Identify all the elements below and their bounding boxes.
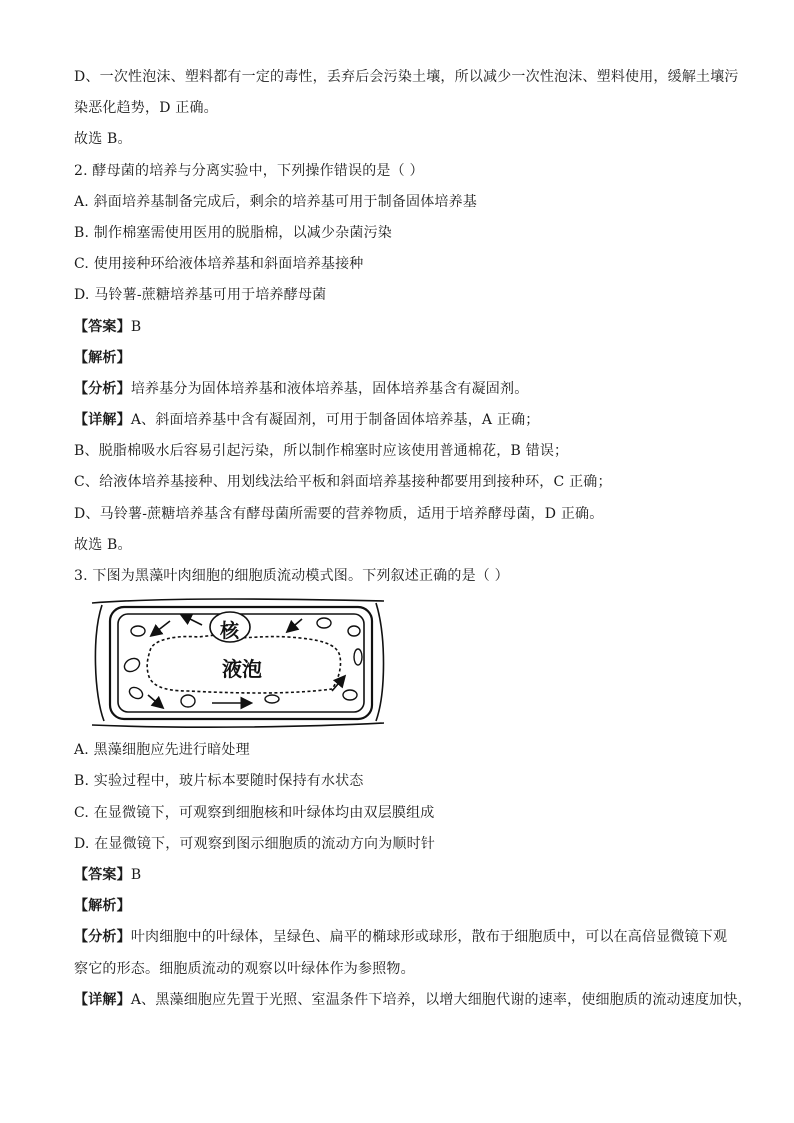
analysis-tag: 【解析】 (74, 898, 131, 915)
q2-option-a: A. 斜面培养基制备完成后，剩余的培养基可用于制备固体培养基 (74, 193, 478, 210)
flow-arrow (288, 619, 302, 631)
q3-option-b: B. 实验过程中，玻片标本要随时保持有水状态 (74, 773, 364, 790)
q2-answer (74, 312, 734, 343)
detail-text: A、斜面培养基中含有凝固剂，可用于制备固体培养基，A 正确； (130, 412, 540, 429)
q3-answer (74, 860, 734, 891)
q3-analysis-heading (74, 891, 734, 922)
xiangjie-tag: 【详解】 (74, 412, 131, 429)
xiangjie-tag: 【详解】 (74, 991, 131, 1008)
prev-option-d-line1: D、一次性泡沫、塑料都有一定的毒性，丢弃后会污染土壤，所以减少一次性泡沫、塑料使用，缓解土壤污 (74, 69, 739, 85)
fenxi-text: 培养基分为固体培养基和液体培养基，固体培养基含有凝固剂。 (130, 380, 529, 397)
q3-option-d: D. 在显微镜下，可观察到图示细胞质的流动方向为顺时针 (74, 835, 436, 852)
bottom-cell-wall (92, 723, 384, 727)
answer-tag: 【答案】 (74, 318, 131, 335)
prev-conclusion: 故选 B。 (74, 131, 132, 148)
chloroplast (343, 690, 357, 700)
q3-fenxi-line1 (74, 922, 734, 953)
chloroplast (265, 695, 279, 703)
chloroplast (348, 626, 360, 636)
analysis-tag: 【解析】 (74, 349, 131, 366)
q2-option-b: B. 制作棉塞需使用医用的脱脂棉，以减少杂菌污染 (74, 224, 392, 241)
right-cell-wall (376, 603, 384, 721)
chloroplast (181, 695, 195, 707)
fenxi-tag: 【分析】 (74, 380, 131, 397)
flow-arrow (332, 677, 344, 691)
chloroplast (127, 685, 144, 701)
document-page (74, 62, 752, 1016)
fenxi-tag: 【分析】 (74, 929, 131, 946)
q2-detail-d: D、马铃薯-蔗糖培养基含有酵母菌所需要的营养物质，适用于培养酵母菌，D 正确。 (74, 505, 604, 522)
flow-arrow (148, 695, 162, 707)
answer-value: B (130, 866, 142, 883)
detail-text: A、黑藻细胞应先置于光照、室温条件下培养，以增大细胞代谢的速率，使细胞质的流动速度加快， (130, 991, 752, 1008)
top-cell-wall (92, 599, 384, 603)
q2-detail-b: B、脱脂棉吸水后容易引起污染，所以制作棉塞时应该使用普通棉花，B 错误； (74, 443, 569, 460)
nucleus-label: 核 (220, 620, 240, 643)
cytoplasm-streaming-diagram (88, 595, 388, 731)
q2-option-c: C. 使用接种环给液体培养基和斜面培养基接种 (74, 256, 364, 273)
vacuole-label: 液泡 (222, 657, 262, 682)
q2-stem: 2. 酵母菌的培养与分离实验中，下列操作错误的是（ ） (74, 162, 424, 179)
q2-fenxi (74, 374, 734, 405)
q2-detail-a (74, 405, 734, 436)
q3-stem: 3. 下图为黑藻叶肉细胞的细胞质流动模式图。下列叙述正确的是（ ） (74, 568, 509, 584)
chloroplast (317, 618, 331, 628)
chloroplast (122, 656, 142, 674)
chloroplast (131, 626, 145, 636)
q2-detail-c: C、给液体培养基接种、用划线法给平板和斜面培养基接种都要用到接种环，C 正确； (74, 474, 612, 491)
answer-value: B (130, 318, 142, 335)
q2-option-d: D. 马铃薯-蔗糖培养基可用于培养酵母菌 (74, 287, 327, 304)
fenxi-text: 叶肉细胞中的叶绿体，呈绿色、扁平的椭球形或球形，散布于细胞质中，可以在高倍显微镜下观 (130, 929, 728, 946)
chloroplast (354, 649, 362, 665)
q2-conclusion: 故选 B。 (74, 536, 132, 553)
q3-option-c: C. 在显微镜下，可观察到细胞核和叶绿体均由双层膜组成 (74, 804, 435, 821)
left-cell-wall (95, 605, 104, 721)
flow-arrow (182, 615, 202, 625)
q3-detail-a (74, 985, 752, 1016)
flow-arrow (152, 621, 170, 635)
q3-option-a: A. 黑藻细胞应先进行暗处理 (74, 742, 250, 759)
q3-fenxi-line2: 察它的形态。细胞质流动的观察以叶绿体作为参照物。 (74, 960, 415, 977)
q2-analysis-heading (74, 343, 734, 374)
answer-tag: 【答案】 (74, 866, 131, 883)
prev-option-d-line2: 染恶化趋势，D 正确。 (74, 100, 218, 117)
